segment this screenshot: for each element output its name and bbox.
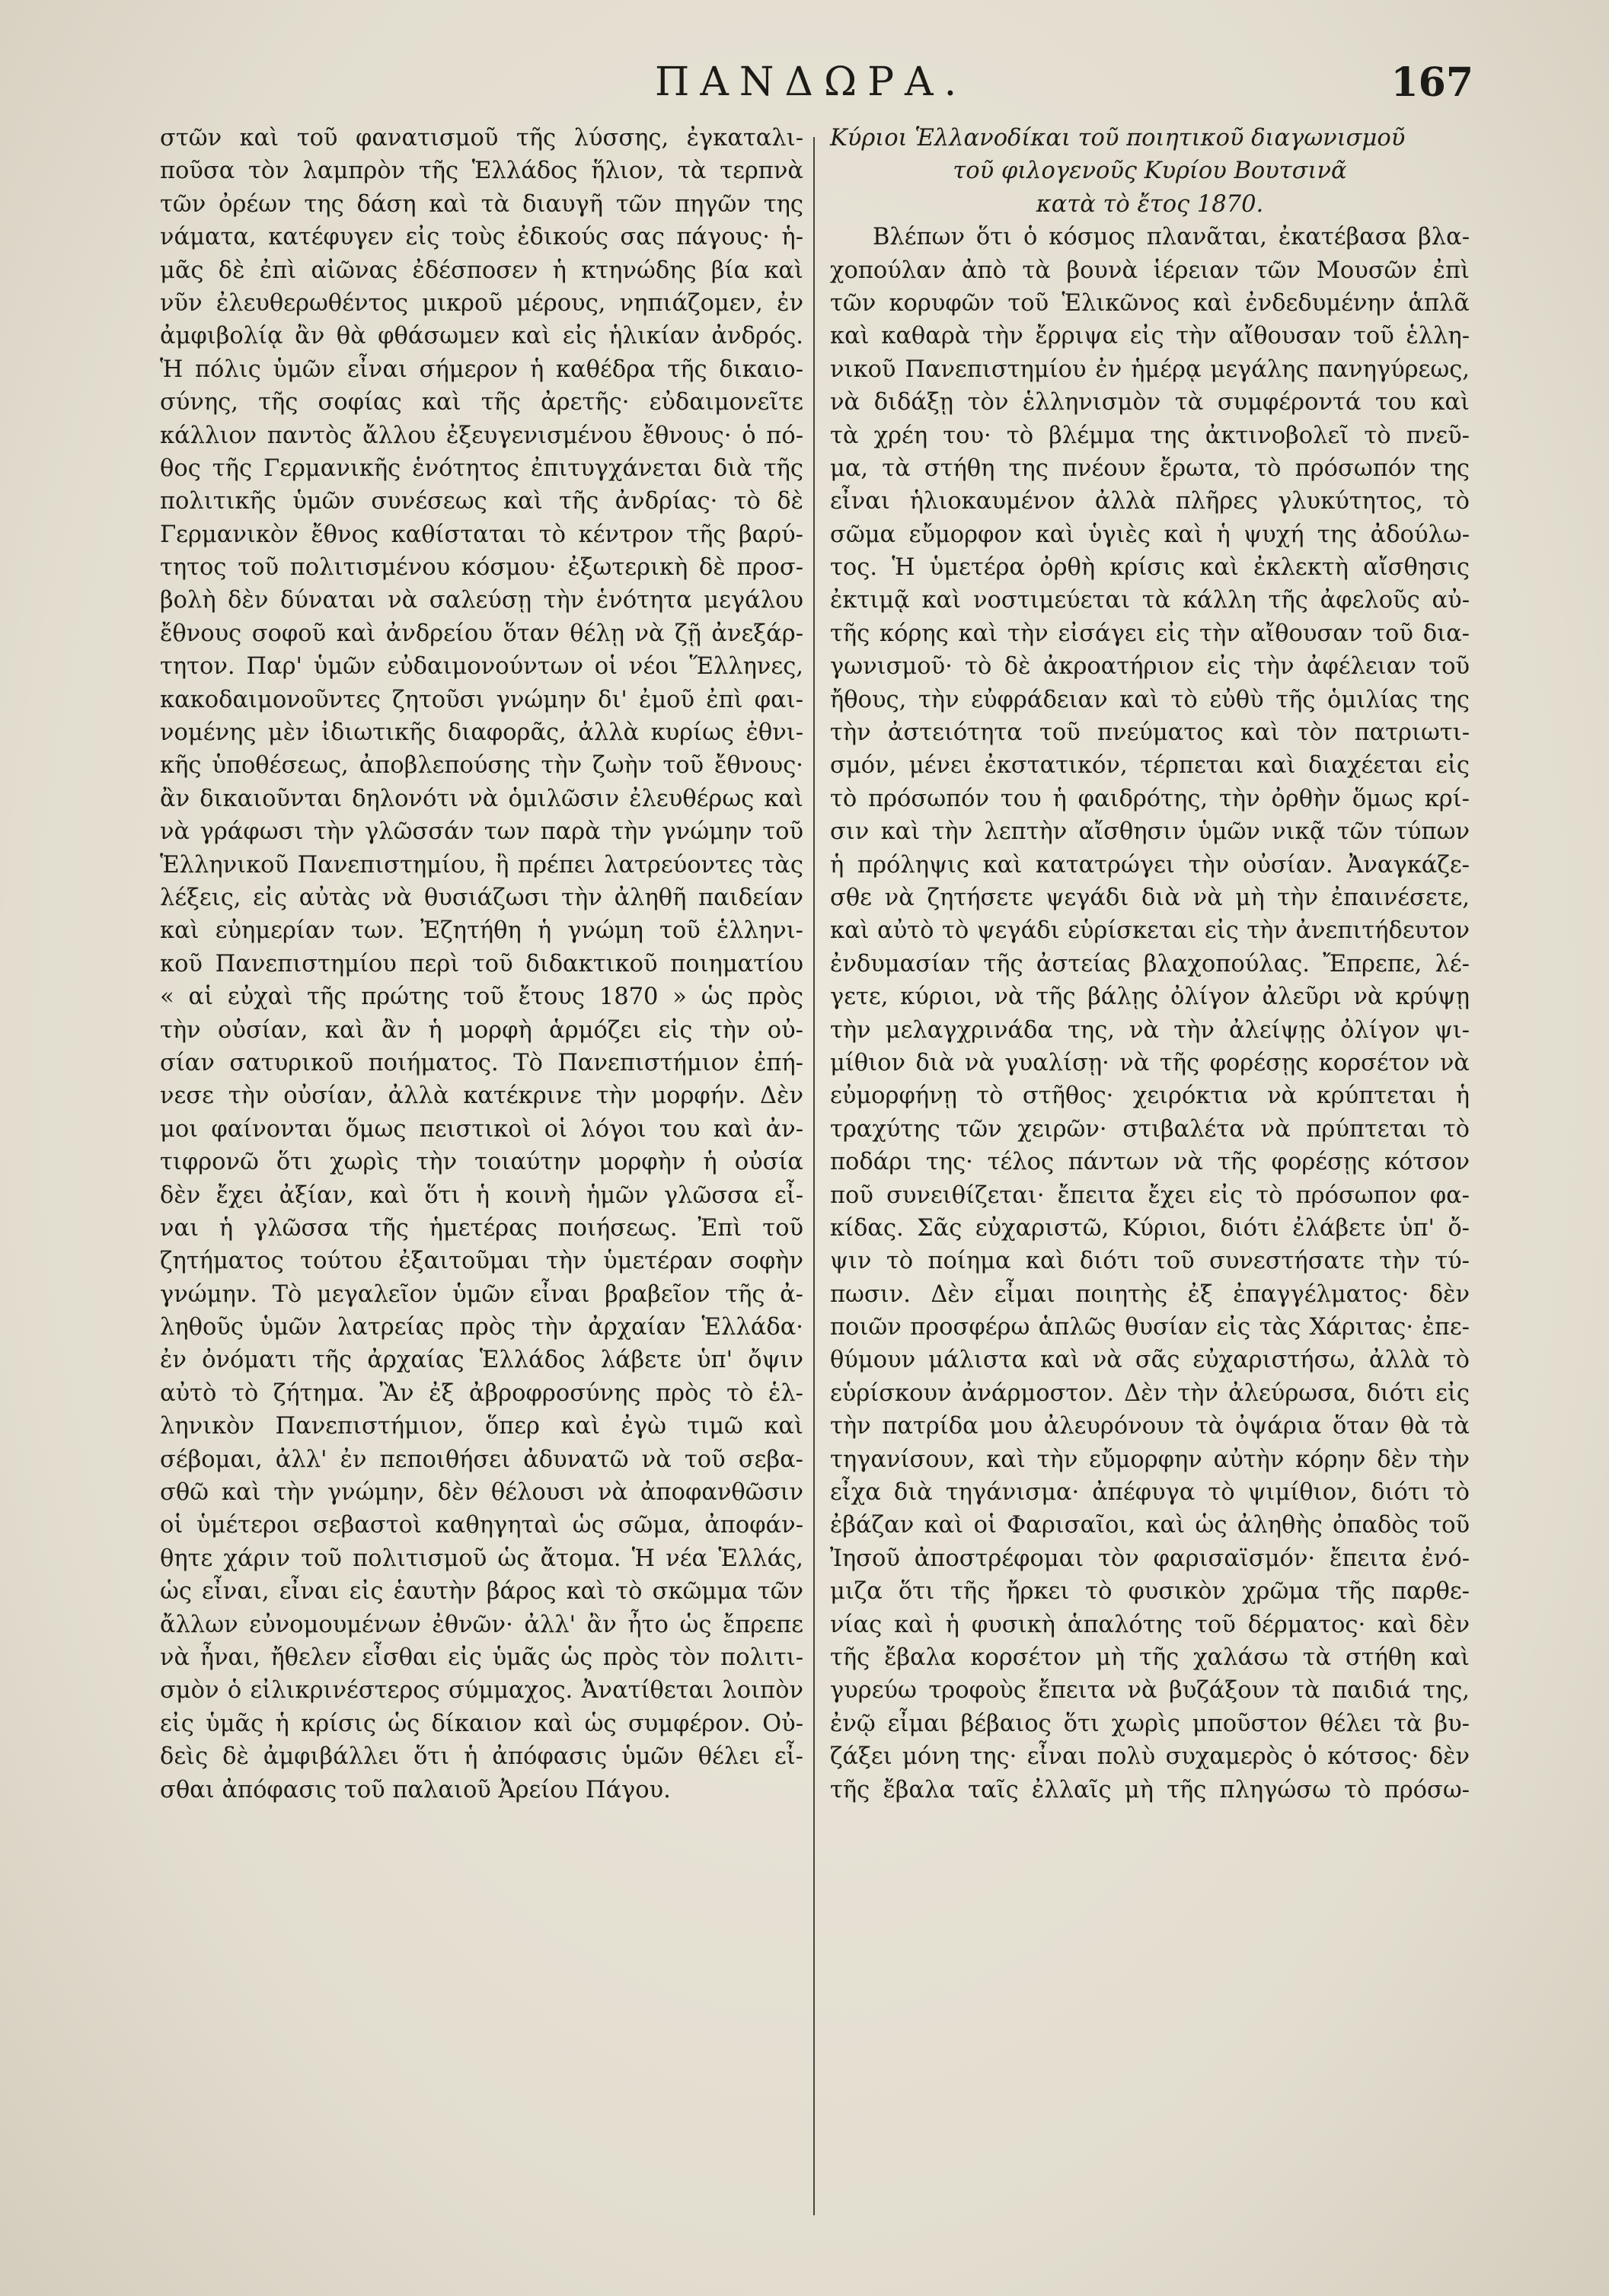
text-line: ἐν ὀνόματι τῆς ἀρχαίας Ἑλλάδος λάβετε ὑπ' ὄψιν: [160, 1347, 803, 1374]
text-line: δὲν ἔχει ἀξίαν, καὶ ὅτι ἡ κοινὴ ἡμῶν γλῶσσα εἶ-: [160, 1181, 803, 1209]
letter-heading: [830, 122, 1470, 221]
text-line: βολὴ δὲν δύναται νὰ σαλεύσῃ τὴν ἑνότητα μεγάλου: [160, 587, 803, 614]
column-divider: [813, 137, 815, 2215]
text-line: τραχύτης τῶν χειρῶν· στιβαλέτα νὰ πρύπτεται τὸ: [830, 1115, 1470, 1143]
text-line: σύνης, τῆς σοφίας καὶ τῆς ἀρετῆς· εὐδαιμονεῖτε: [160, 389, 803, 416]
text-line: μοι φαίνονται ὅμως πειστικοὶ οἱ λόγοι του καὶ ἀν-: [160, 1115, 803, 1143]
text-line: τῆς ἔβαλα ταῖς ἐλλαῖς μὴ τῆς πληγώσω τὸ πρόσω-: [830, 1776, 1470, 1803]
text-line: νάματα, κατέφυγεν εἰς τοὺς ἐδικούς σας πάγους· ἡ-: [160, 224, 803, 251]
left-column: [160, 122, 803, 1807]
text-line: ἐβάζαν καὶ οἱ Φαρισαῖοι, καὶ ὡς ἀληθὴς ὀπαδὸς τοῦ: [830, 1512, 1470, 1539]
text-line: τιφρονῶ ὅτι χωρὶς τὴν τοιαύτην μορφὴν ἡ οὐσία: [160, 1149, 803, 1176]
text-line: ληνικὸν Πανεπιστήμιον, ὅπερ καὶ ἐγὼ τιμῶ καὶ: [160, 1413, 803, 1440]
text-line: πωσιν. Δὲν εἶμαι ποιητὴς ἐξ ἐπαγγέλματος· δὲν: [830, 1280, 1470, 1308]
text-line: εὑρίσκουν ἀνάρμοστον. Δὲν τὴν ἀλεύρωσα, διότι εἰς: [830, 1379, 1470, 1407]
text-line: μιζα ὅτι τῆς ἤρκει τὸ φυσικὸν χρῶμα τῆς παρθε-: [830, 1578, 1470, 1606]
text-line: σμόν, μένει ἐκστατικόν, τέρπεται καὶ διαχέεται εἰς: [830, 752, 1470, 780]
text-line: σθε νὰ ζητήσετε ψεγάδι διὰ νὰ μὴ τὴν ἐπαινέσετε,: [830, 884, 1470, 911]
text-line: νίας καὶ ἡ φυσικὴ ἁπαλότης τοῦ δέρματος· καὶ δὲν: [830, 1611, 1470, 1638]
text-line: κακοδαιμονοῦντες ζητοῦσι γνώμην δι' ἐμοῦ ἐπὶ φαι-: [160, 686, 803, 713]
text-line: τὴν πατρίδα μου ἀλευρόνουν τὰ ὀψάρια ὅταν θὰ τὰ: [830, 1413, 1470, 1440]
text-line: σιν καὶ τὴν λεπτὴν αἴσθησιν ὑμῶν νικᾷ τῶν τύπων: [830, 818, 1470, 846]
text-line: ἤθους, τὴν εὐφράδειαν καὶ τὸ εὐθὺ τῆς ὁμιλίας της: [830, 686, 1470, 713]
text-line: κίδας. Σᾶς εὐχαριστῶ, Κύριοι, διότι ἐλάβετε ὑπ' ὄ-: [830, 1214, 1470, 1242]
text-line: Βλέπων ὅτι ὁ κόσμος πλανᾶται, ἐκατέβασα βλα-: [873, 224, 1470, 251]
text-line: νεσε τὴν οὐσίαν, ἀλλὰ κατέκρινε τὴν μορφήν. Δὲν: [160, 1083, 803, 1110]
text-line: νὰ γράφωσι τὴν γλῶσσάν των παρὰ τὴν γνώμην τοῦ: [160, 818, 803, 846]
text-line: ἐνδυμασίαν τῆς ἀστείας βλαχοπούλας. Ἔπρεπε, λέ-: [830, 950, 1470, 977]
text-line: ναι ἡ γλῶσσα τῆς ἡμετέρας ποιήσεως. Ἐπὶ τοῦ: [160, 1214, 803, 1242]
page-number: 167: [1390, 59, 1473, 106]
text-line: τῶν ὀρέων της δάση καὶ τὰ διαυγῆ τῶν πηγῶν της: [160, 190, 803, 218]
text-line: εἶχα διὰ τηγάνισμα· ἀπέφυγα τὸ ψιμίθιον, διότι τὸ: [830, 1479, 1470, 1507]
right-column-body: [830, 221, 1470, 1807]
text-line: ἐνῷ εἶμαι βέβαιος ὅτι χωρὶς μποῦστον θέλει τὰ βυ-: [830, 1710, 1470, 1737]
text-line: γυρεύω τροφοὺς ἔπειτα νὰ βυζάξουν τὰ παιδιά της,: [830, 1677, 1470, 1704]
text-line: γωνισμοῦ· τὸ δὲ ἀκροατήριον εἰς τὴν ἀφέλειαν τοῦ: [830, 653, 1470, 681]
text-line: σθῶ καὶ τὴν γνώμην, δὲν θέλουσι νὰ ἀποφανθῶσιν: [160, 1479, 803, 1507]
text-line: ληθοῦς ὑμῶν λατρείας πρὸς τὴν ἀρχαίαν Ἑλλάδα·: [160, 1314, 803, 1341]
text-line: ὡς εἶναι, εἶναι εἰς ἑαυτὴν βάρος καὶ τὸ σκῶμμα τῶν: [160, 1578, 803, 1606]
text-line: τηγανίσουν, καὶ τὴν εὔμορφην αὐτὴν κόρην δὲν τὴν: [830, 1446, 1470, 1473]
text-line: αὐτὸ τὸ ζήτημα. Ἂν ἐξ ἀβροφροσύνης πρὸς τὸ ἑλ-: [160, 1379, 803, 1407]
text-line: τῶν κορυφῶν τοῦ Ἑλικῶνος καὶ ἐνδεδυμένην ἁπλᾶ: [830, 289, 1470, 317]
text-line: τὴν ἀστειότητα τοῦ πνεύματος καὶ τὸν πατριωτι-: [830, 719, 1470, 747]
text-line: κῆς ὑποθέσεως, ἀποβλεπούσης τὴν ζωὴν τοῦ ἔθνους·: [160, 752, 803, 780]
text-line: ἡ πρόληψις καὶ κατατρώγει τὴν οὐσίαν. Ἀναγκάζε-: [830, 851, 1470, 879]
text-line: εὐμορφήνῃ τὸ στῆθος· χειρόκτια νὰ κρύπτεται ἡ: [830, 1083, 1470, 1110]
page-header: [0, 59, 1609, 120]
text-line: κοῦ Πανεπιστημίου περὶ τοῦ διδακτικοῦ ποιηματίου: [160, 950, 803, 977]
text-line: νῦν ἐλευθερωθέντος μικροῦ μέρους, νηπιάζομεν, ἐν: [160, 289, 803, 317]
text-line: τῆς ἔβαλα κορσέτον μὴ τῆς χαλάσω τὰ στήθη καὶ: [830, 1644, 1470, 1671]
text-line: τὰ χρέη του· τὸ βλέμμα της ἀκτινοβολεῖ τὸ πνεῦ-: [830, 422, 1470, 449]
text-line: πολιτικῆς ὑμῶν συνέσεως καὶ τῆς ἀνδρίας· τὸ δὲ: [160, 488, 803, 515]
text-line: ποδάρι της· τέλος πάντων νὰ τῆς φορέσῃς κότσον: [830, 1149, 1470, 1176]
heading-line: Κύριοι Ἑλλανοδίκαι τοῦ ποιητικοῦ διαγωνισμοῦ: [830, 125, 1406, 151]
text-line: ποῦ συνειθίζεται· ἔπειτα ἔχει εἰς τὸ πρόσωπον φα-: [830, 1181, 1470, 1209]
text-line: τὴν οὐσίαν, καὶ ἂν ἡ μορφὴ ἁρμόζει εἰς τὴν οὐ-: [160, 1016, 803, 1044]
text-line: σμὸν ὁ εἰλικρινέστερος σύμμαχος. Ἀνατίθεται λοιπὸν: [160, 1677, 803, 1704]
text-line: οἱ ὑμέτεροι σεβαστοὶ καθηγηταὶ ὡς σῶμα, ἀποφάν-: [160, 1512, 803, 1539]
text-line: σίαν σατυρικοῦ ποιήματος. Τὸ Πανεπιστήμιον ἐπή-: [160, 1049, 803, 1076]
text-line: νὰ διδάξῃ τὸν ἑλληνισμὸν τὰ συμφέροντά του καὶ: [830, 389, 1470, 416]
text-line: ποιῶν προσφέρω ἁπλῶς θυσίαν εἰς τὰς Χάριτας· ἐπε-: [830, 1314, 1470, 1341]
text-line: καὶ καθαρὰ τὴν ἔρριψα εἰς τὴν αἴθουσαν τοῦ ἑλλη-: [830, 323, 1470, 350]
text-line: θητε χάριν τοῦ πολιτισμοῦ ὡς ἄτομα. Ἡ νέα Ἑλλάς,: [160, 1545, 803, 1572]
right-column: [830, 122, 1470, 1807]
text-line: δεὶς δὲ ἀμφιβάλλει ὅτι ἡ ἀπόφασις ὑμῶν θέλει εἶ-: [160, 1743, 803, 1771]
text-line: γετε, κύριοι, νὰ τῆς βάλῃς ὀλίγον ἀλεῦρι νὰ κρύψῃ: [830, 984, 1470, 1011]
heading-line: τοῦ φιλογενοῦς Κυρίου Βουτσινᾶ: [953, 158, 1347, 185]
text-line: τητον. Παρ' ὑμῶν εὐδαιμονούντων οἱ νέοι Ἕλληνες,: [160, 653, 803, 681]
text-line: στῶν καὶ τοῦ φανατισμοῦ τῆς λύσσης, ἐγκαταλι-: [160, 125, 803, 151]
text-line: τὸ πρόσωπόν του ἡ φαιδρότης, τὴν ὀρθὴν ὅμως κρί-: [830, 785, 1470, 812]
text-line: ζητήματος τούτου ἐξαιτοῦμαι τὴν ὑμετέραν σοφὴν: [160, 1248, 803, 1275]
text-line: γνώμην. Τὸ μεγαλεῖον ὑμῶν εἶναι βραβεῖον τῆς ἀ-: [160, 1280, 803, 1308]
text-line: καὶ αὐτὸ τὸ ψεγάδι εὑρίσκεται εἰς τὴν ἀνεπιτήδευτον: [830, 917, 1470, 945]
text-line: ζάξει μόνη της· εἶναι πολὺ συχαμερὸς ὁ κότσος· δὲν: [830, 1743, 1470, 1771]
text-line: σέβομαι, ἀλλ' ἐν πεποιθήσει ἀδυνατῶ νὰ τοῦ σεβα-: [160, 1446, 803, 1473]
running-title: ΠΑΝΔΩΡΑ.: [655, 59, 968, 105]
text-line: λέξεις, εἰς αὐτὰς νὰ θυσιάζωσι τὴν ἀληθῆ παιδείαν: [160, 884, 803, 911]
text-line: ἐκτιμᾷ καὶ νοστιμεύεται τὰ κάλλη τῆς ἀφελοῦς αὐ-: [830, 587, 1470, 614]
text-line: μα, τὰ στήθη της πνέουν ἔρωτα, τὸ πρόσωπόν της: [830, 454, 1470, 482]
text-line: Ἰησοῦ ἀποστρέφομαι τὸν φαρισαϊσμόν· ἔπειτα ἐνό-: [830, 1545, 1470, 1572]
text-line: σθαι ἀπόφασις τοῦ παλαιοῦ Ἀρείου Πάγου.: [160, 1776, 671, 1803]
text-line: εἶναι ἡλιοκαυμένον ἀλλὰ πλῆρες γλυκύτητος, τὸ: [830, 488, 1470, 515]
text-line: καὶ εὐημερίαν των. Ἐζητήθη ἡ γνώμη τοῦ ἑλληνι-: [160, 917, 803, 945]
text-line: τὴν μελαγχρινάδα της, νὰ τὴν ἀλείψῃς ὀλίγον ψι-: [830, 1016, 1470, 1044]
text-line: τος. Ἡ ὑμετέρα ὀρθὴ κρίσις καὶ ἐκλεκτὴ αἴσθησις: [830, 554, 1470, 582]
text-line: θύμουν μάλιστα καὶ νὰ σᾶς εὐχαριστήσω, ἀλλὰ τὸ: [830, 1347, 1470, 1374]
text-line: ἔθνους σοφοῦ καὶ ἀνδρείου ὅταν θέλῃ νὰ ζῇ ἀνεξάρ-: [160, 620, 803, 647]
text-line: ἄλλων εὐνομουμένων ἐθνῶν· ἀλλ' ἂν ἦτο ὡς ἔπρεπε: [160, 1611, 803, 1638]
text-line: εἰς ὑμᾶς ἡ κρίσις ὡς δίκαιον καὶ ὡς συμφέρον. Οὐ-: [160, 1710, 803, 1737]
text-line: νομένης μὲν ἰδιωτικῆς διαφορᾶς, ἀλλὰ κυρίως ἐθνι-: [160, 719, 803, 747]
text-line: μίθιον διὰ νὰ γυαλίσῃ· νὰ τῆς φορέσῃς κορσέτον νὰ: [830, 1049, 1470, 1076]
text-line: κάλλιον παντὸς ἄλλου ἐξευγενισμένου ἔθνους· ὁ πό-: [160, 422, 803, 449]
text-line: νὰ ἦναι, ἤθελεν εἶσθαι εἰς ὑμᾶς ὡς πρὸς τὸν πολιτι-: [160, 1644, 803, 1671]
text-line: τητος τοῦ πολιτισμένου κόσμου· ἐξωτερικὴ δὲ προσ-: [160, 554, 803, 582]
text-line: Ἑλληνικοῦ Πανεπιστημίου, ἢ πρέπει λατρεύοντες τὰς: [160, 851, 803, 879]
text-line: Γερμανικὸν ἔθνος καθίσταται τὸ κέντρον τῆς βαρύ-: [160, 521, 803, 548]
text-line: « αἱ εὐχαὶ τῆς πρώτης τοῦ ἔτους 1870 » ὡς πρὸς: [160, 984, 803, 1011]
text-line: ἂν δικαιοῦνται δηλονότι νὰ ὁμιλῶσιν ἐλευθέρως καὶ: [160, 785, 803, 812]
text-line: χοπούλαν ἀπὸ τὰ βουνὰ ἱέρειαν τῶν Μουσῶν ἐπὶ: [830, 257, 1470, 284]
text-line: τῆς κόρης καὶ τὴν εἰσάγει εἰς τὴν αἴθουσαν τοῦ δια-: [830, 620, 1470, 647]
text-line: θος τῆς Γερμανικῆς ἑνότητος ἐπιτυγχάνεται διὰ τῆς: [160, 454, 803, 482]
text-line: Ἡ πόλις ὑμῶν εἶναι σήμερον ἡ καθέδρα τῆς δικαιο-: [160, 356, 803, 383]
text-line: ποῦσα τὸν λαμπρὸν τῆς Ἑλλάδος ἥλιον, τὰ τερπνὰ: [160, 158, 803, 185]
heading-line: κατὰ τὸ ἔτος 1870.: [1036, 190, 1264, 218]
text-line: ψιν τὸ ποίημα καὶ διότι τοῦ συνεστήσατε τὴν τύ-: [830, 1248, 1470, 1275]
text-line: μᾶς δὲ ἐπὶ αἰῶνας ἐδέσποσεν ἡ κτηνώδης βία καὶ: [160, 257, 803, 284]
text-line: νικοῦ Πανεπιστημίου ἐν ἡμέρᾳ μεγάλης πανηγύρεως,: [830, 356, 1470, 383]
text-line: σῶμα εὔμορφον καὶ ὑγιὲς καὶ ἡ ψυχή της ἀδούλω-: [830, 521, 1470, 548]
text-line: ἀμφιβολίᾳ ἂν θὰ φθάσωμεν καὶ εἰς ἡλικίαν ἀνδρός.: [160, 323, 803, 350]
